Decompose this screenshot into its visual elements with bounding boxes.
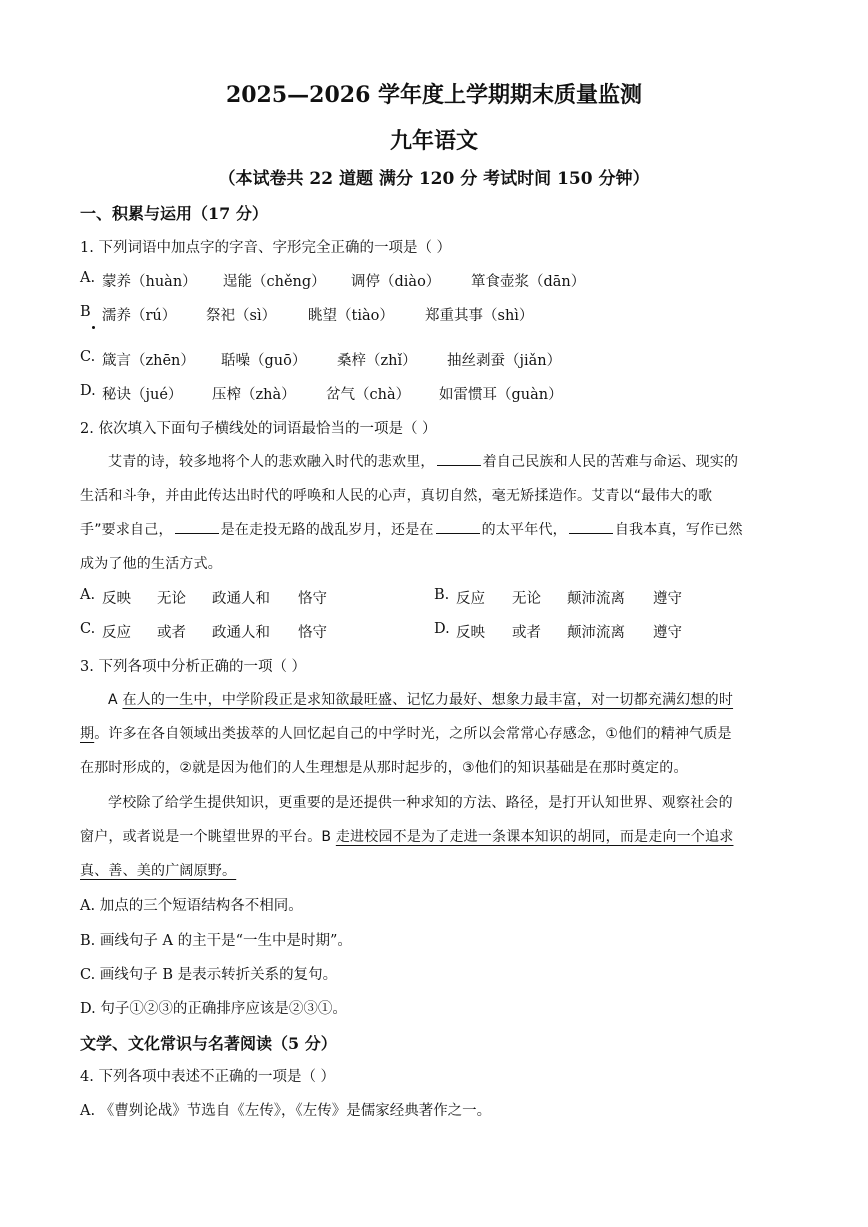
- fill-blank: [569, 520, 613, 534]
- underlined-sentence-a: 在人的一生中，中学阶段正是求知欲最旺盛、记忆力最好、想象力最丰富，对一切都充满幻想的时: [122, 692, 734, 708]
- q2-passage-line-4: 成为了他的生活方式。: [80, 556, 222, 572]
- exam-title: 2025—2026 学年度上学期期末质量监测: [225, 82, 643, 108]
- q3-passage-line-1: A 在人的一生中，中学阶段正是求知欲最旺盛、记忆力最好、想象力最丰富，对一切都充满幻想的时: [108, 692, 734, 708]
- q1-option-b: [80, 304, 780, 324]
- option-item: 颠沛流离: [567, 591, 625, 607]
- q1-option-d: [80, 383, 780, 403]
- section-heading-1: 一、积累与运用（17 分）: [80, 204, 268, 223]
- option-item: 颠沛流离: [567, 625, 625, 641]
- q3-option-c: C. 画线句子 B 是表示转折关系的复句。: [80, 967, 338, 983]
- option-item: 逞能（chěng）: [223, 274, 326, 290]
- option-item: 秘诀（jué）: [102, 387, 183, 403]
- option-item: 反应: [456, 591, 485, 607]
- option-label: C.: [80, 349, 96, 365]
- q2-option-d: [434, 621, 774, 641]
- q2-passage-line-3: 手”要求自己， 是在走投无路的战乱岁月，还是在 的太平年代， 自我本真，写作已然: [80, 522, 743, 538]
- question-4-stem: 4. 下列各项中表述不正确的一项是（ ）: [80, 1069, 336, 1085]
- option-item: 遵守: [653, 591, 682, 607]
- option-label: A.: [80, 587, 96, 603]
- question-3-stem: 3. 下列各项中分析正确的一项（ ）: [80, 659, 307, 675]
- option-item: 无论: [157, 591, 186, 607]
- q3-passage-line-6: 真、善、美的广阔原野。: [80, 863, 237, 879]
- option-item: 郑重其事（shì）: [425, 308, 534, 324]
- option-item: 或者: [512, 625, 541, 641]
- option-item: 反应: [102, 625, 131, 641]
- option-item: 箪食壶浆（dān）: [471, 274, 586, 290]
- option-item: 压榨（zhà）: [212, 387, 296, 403]
- option-item: 箴言（zhēn）: [102, 353, 195, 369]
- q2-option-c: [80, 621, 420, 641]
- fill-blank: [436, 520, 480, 534]
- option-label: A.: [80, 270, 96, 286]
- q1-option-c: [80, 349, 780, 369]
- fill-blank: [175, 520, 219, 534]
- fill-blank: [437, 452, 481, 466]
- option-label: D.: [80, 383, 96, 399]
- q3-option-d: D. 句子①②③的正确排序应该是②③①。: [80, 1001, 347, 1017]
- option-item: 反映: [102, 591, 131, 607]
- exam-info: （本试卷共 22 道题 满分 120 分 考试时间 150 分钟）: [218, 169, 650, 189]
- question-2-stem: 2. 依次填入下面句子横线处的词语最恰当的一项是（ ）: [80, 421, 437, 437]
- option-item: 抽丝剥蚕（jiǎn）: [447, 353, 562, 369]
- option-item: 濡养（rú）: [102, 308, 177, 324]
- exam-subject: 九年语文: [389, 128, 478, 154]
- q3-option-a: A. 加点的三个短语结构各不相同。: [80, 898, 303, 914]
- question-1-stem: 1. 下列词语中加点字的字音、字形完全正确的一项是（ ）: [80, 240, 452, 256]
- option-item: 眺望（tiào）: [308, 308, 394, 324]
- option-item: 蒙养（huàn）: [102, 274, 197, 290]
- option-label: B.: [434, 587, 450, 603]
- option-item: 祭祀（sì）: [206, 308, 277, 324]
- option-item: 政通人和: [212, 625, 270, 641]
- option-item: 反映: [456, 625, 485, 641]
- option-item: 岔气（chà）: [326, 387, 411, 403]
- option-item: 政通人和: [212, 591, 270, 607]
- option-label: B: [80, 304, 91, 320]
- option-label: D.: [434, 621, 450, 637]
- q3-passage-line-2: 期。许多在各自领域出类拔萃的人回忆起自己的中学时光，之所以会常常心存感念，①他们的精神气质是: [80, 726, 732, 742]
- option-label: C.: [80, 621, 96, 637]
- underlined-sentence-b: 走进校园不是为了走进一条课本知识的胡同，而是走向一个追求: [335, 829, 734, 845]
- q4-option-a: A. 《曹刿论战》节选自《左传》，《左传》是儒家经典著作之一。: [80, 1103, 492, 1119]
- q2-passage-line-1: 艾青的诗，较多地将个人的悲欢融入时代的悲欢里， 着自己民族和人民的苦难与命运、现实的: [108, 454, 739, 470]
- option-item: 桑梓（zhǐ）: [337, 353, 417, 369]
- q1-option-a: [80, 270, 780, 290]
- q3-passage-line-5: 窗户，或者说是一个眺望世界的平台。B 走进校园不是为了走进一条课本知识的胡同，而是走向一个追求: [80, 829, 734, 845]
- q3-option-b: B. 画线句子 A 的主干是“一生中是时期”。: [80, 933, 352, 949]
- emphasis-dot: [92, 326, 95, 329]
- option-item: 恪守: [298, 625, 327, 641]
- option-item: 恪守: [298, 591, 327, 607]
- option-item: 或者: [157, 625, 186, 641]
- q3-passage-line-4: 学校除了给学生提供知识，更重要的是还提供一种求知的方法、路径，是打开认知世界、观察社会的: [108, 795, 733, 811]
- option-item: 聒噪（guō）: [221, 353, 307, 369]
- option-item: 无论: [512, 591, 541, 607]
- q2-passage-line-2: 生活和斗争，并由此传达出时代的呼唤和人民的心声，真切自然，毫无矫揉造作。艾青以“最伟大的歌: [80, 488, 713, 504]
- section-heading-2: 文学、文化常识与名著阅读（5 分）: [80, 1034, 337, 1053]
- q3-passage-line-3: 在那时形成的，②就是因为他们的人生理想是从那时起步的，③他们的知识基础是在那时奠定的。: [80, 760, 688, 776]
- q2-option-b: [434, 587, 774, 607]
- option-item: 如雷惯耳（guàn）: [439, 387, 563, 403]
- option-item: 调停（diào）: [351, 274, 441, 290]
- option-item: 遵守: [653, 625, 682, 641]
